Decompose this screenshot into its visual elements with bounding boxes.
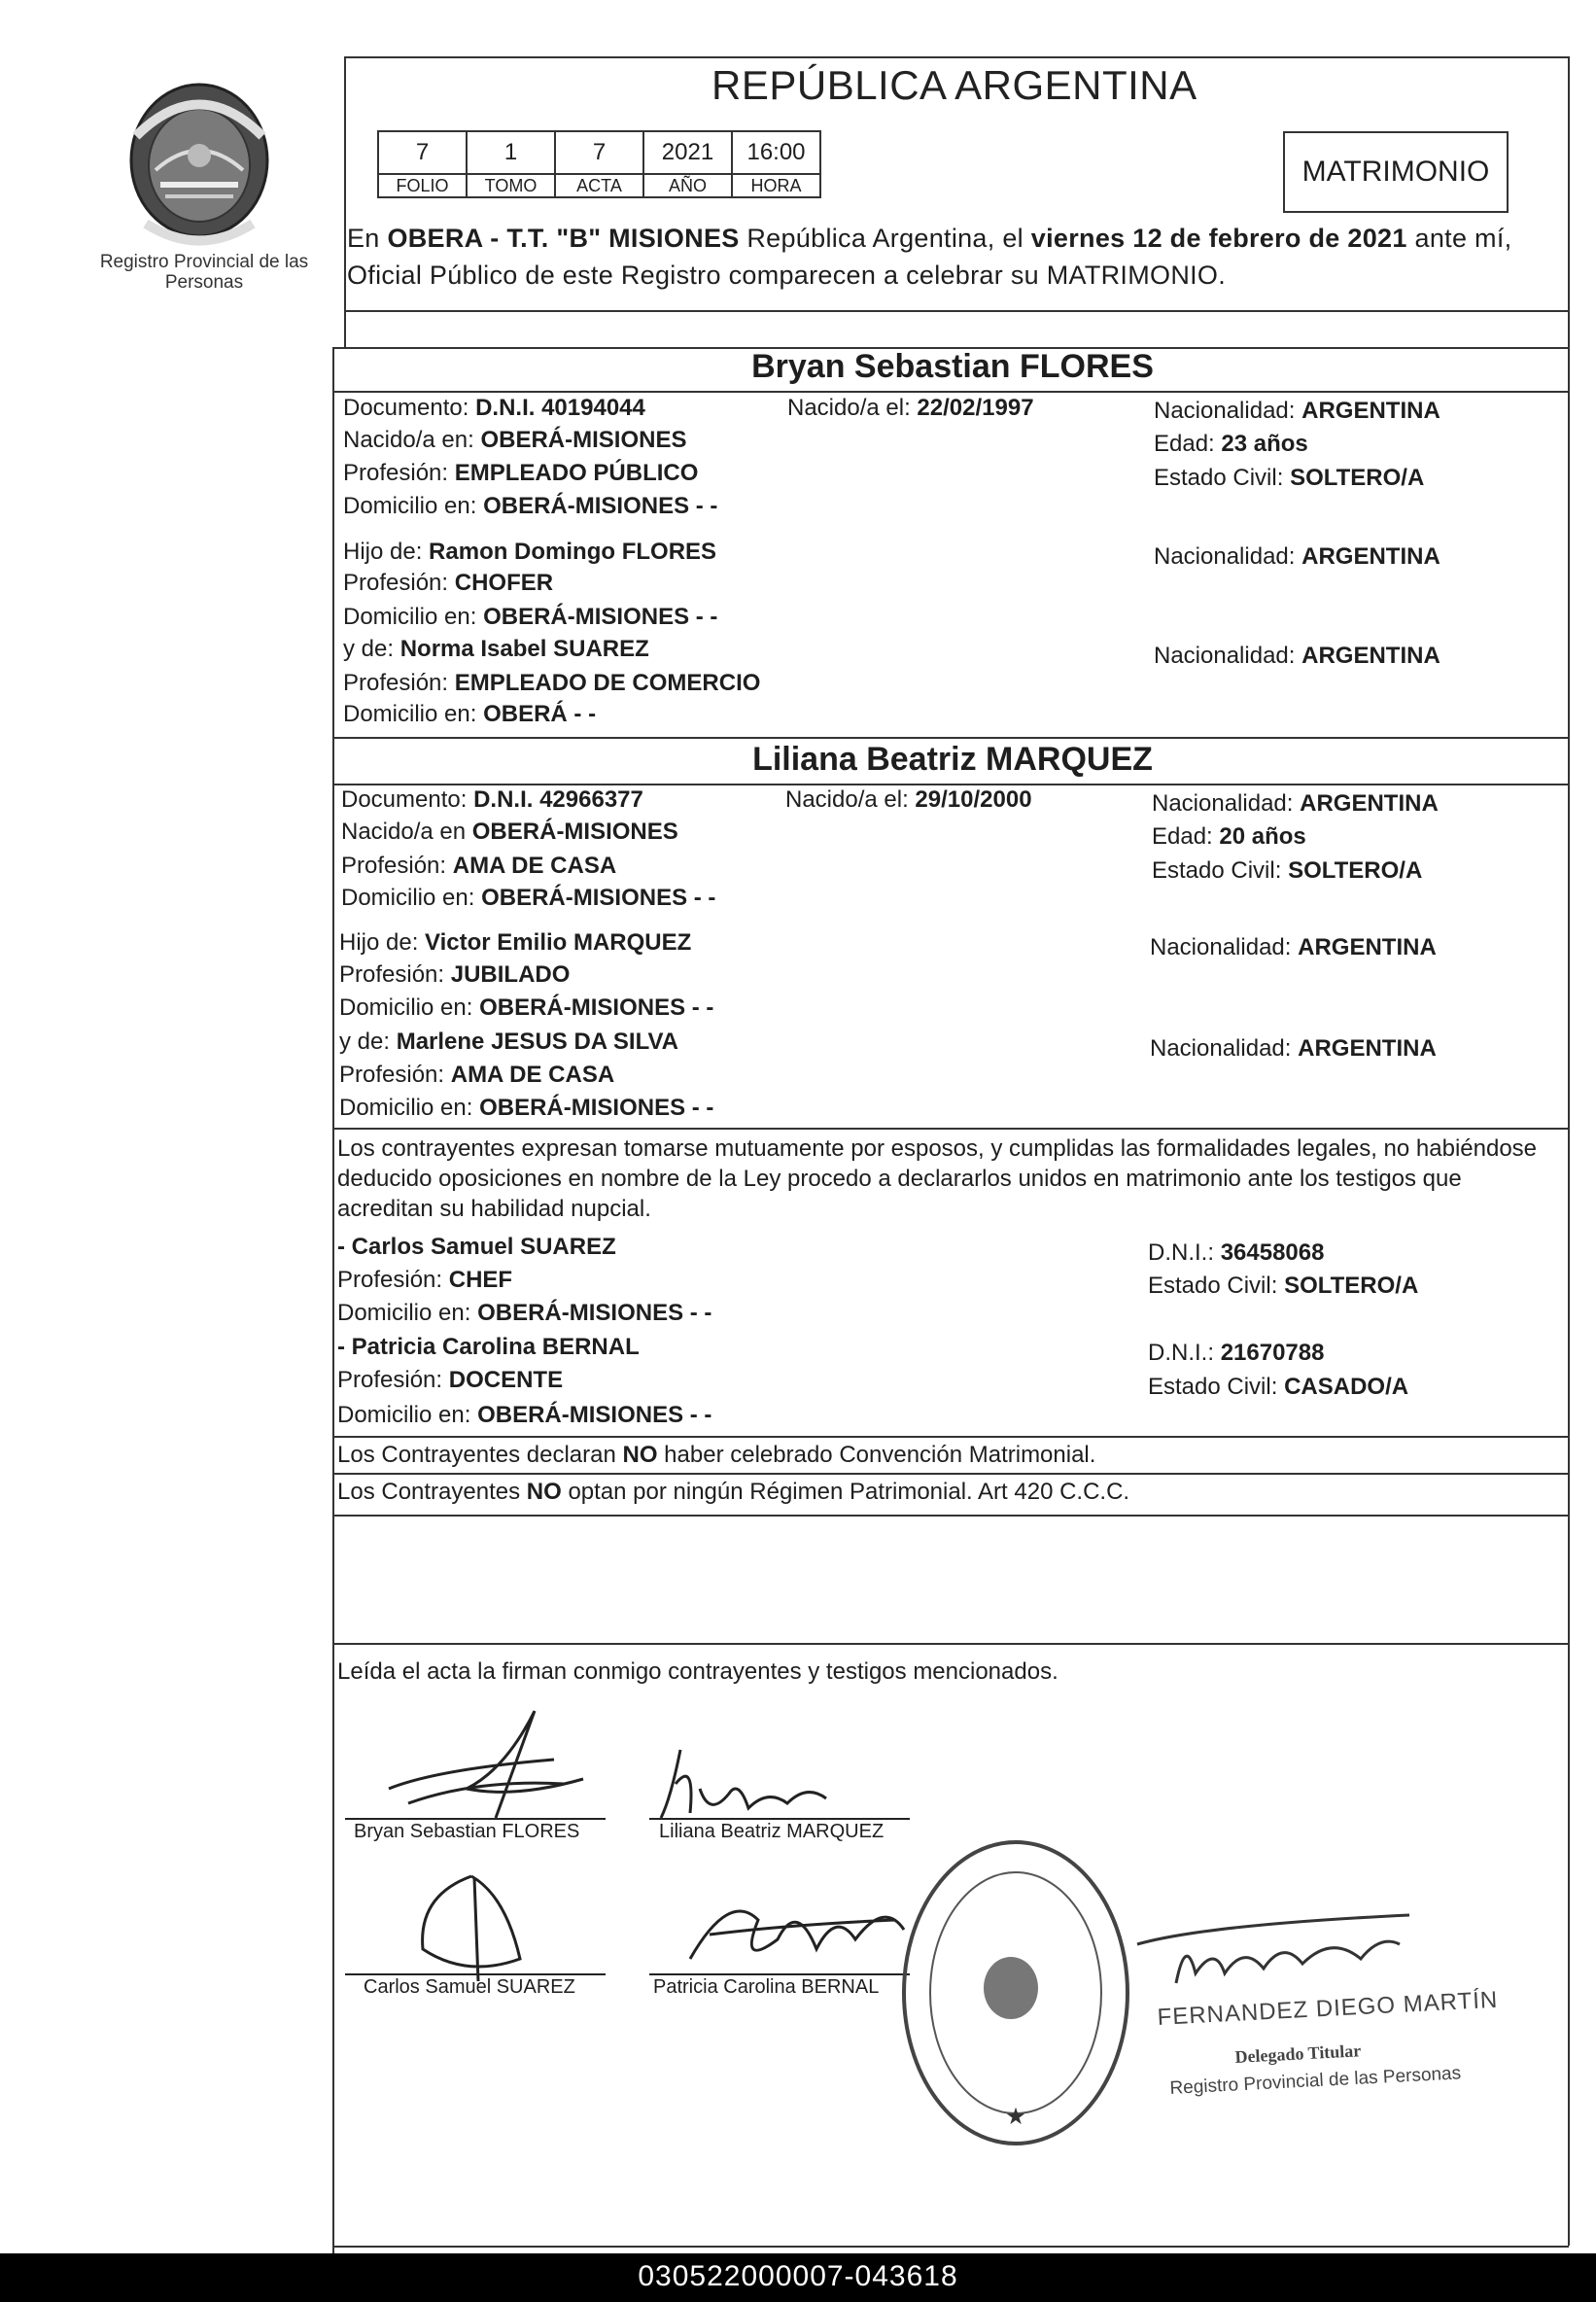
intro-part: República Argentina, el xyxy=(739,224,1031,253)
signature-4-mark xyxy=(671,1881,923,1978)
tomo-label: TOMO xyxy=(467,174,555,197)
field-label: Domicilio en: xyxy=(339,1095,473,1121)
field-label: Nacido/a el: xyxy=(787,395,911,421)
spouse1-documento xyxy=(343,394,645,423)
text-part: Los Contrayentes xyxy=(337,1479,527,1505)
signature-2-mark xyxy=(651,1740,855,1828)
field-value: CHOFER xyxy=(454,570,554,596)
divider xyxy=(332,1515,1569,1517)
field-label: Estado Civil: xyxy=(1148,1374,1278,1400)
field-value: OBERÁ-MISIONES - - xyxy=(479,994,714,1021)
text-part: Los Contrayentes declaran xyxy=(337,1442,623,1468)
field-value: 22/02/1997 xyxy=(917,395,1034,421)
field-value: 23 años xyxy=(1221,431,1308,457)
spouse2-father xyxy=(339,928,691,958)
witness2-address xyxy=(337,1401,711,1430)
convencion-line-1 xyxy=(337,1441,1095,1470)
field-label: Profesión: xyxy=(343,570,449,596)
field-value: Norma Isabel SUAREZ xyxy=(399,636,649,662)
intro-text xyxy=(347,220,1570,294)
field-value: CASADO/A xyxy=(1284,1374,1409,1400)
signature-line-4 xyxy=(649,1973,910,1975)
text-part: haber celebrado Convención Matrimonial. xyxy=(657,1442,1096,1468)
field-value: JUBILADO xyxy=(450,961,571,988)
field-label: Nacido/a en: xyxy=(343,427,474,453)
field-label: Domicilio en: xyxy=(343,604,477,630)
field-value: OBERÁ-MISIONES - - xyxy=(483,493,718,519)
field-label: y de: xyxy=(339,1029,391,1055)
witness2-civil-status xyxy=(1148,1373,1408,1402)
field-value: ARGENTINA xyxy=(1301,398,1440,424)
field-value: SOLTERO/A xyxy=(1288,857,1423,884)
field-label: Documento: xyxy=(343,395,469,421)
field-label: Nacionalidad: xyxy=(1152,790,1294,817)
field-label: Nacido/a el: xyxy=(785,786,909,813)
field-label: Nacionalidad: xyxy=(1150,934,1292,960)
field-value: EMPLEADO DE COMERCIO xyxy=(454,670,761,696)
official-signature-mark xyxy=(1118,1905,1429,1993)
field-label: Domicilio en: xyxy=(337,1402,471,1428)
field-value: ARGENTINA xyxy=(1301,543,1440,570)
field-value: D.N.I. 40194044 xyxy=(475,395,645,421)
field-label: y de: xyxy=(343,636,395,662)
field-label: Domicilio en: xyxy=(341,885,475,911)
field-label: Hijo de: xyxy=(343,539,423,565)
signature-4-label: Patricia Carolina BERNAL xyxy=(653,1976,880,1998)
field-value: 36458068 xyxy=(1220,1239,1325,1266)
spouse2-birthplace xyxy=(341,818,678,847)
spouse1-father-profession xyxy=(343,569,553,598)
field-label: Edad: xyxy=(1154,431,1215,457)
field-value: DOCENTE xyxy=(448,1367,564,1393)
field-label: Nacionalidad: xyxy=(1150,1035,1292,1062)
spouse1-mother-profession xyxy=(343,669,760,698)
spouse2-address xyxy=(341,884,715,913)
spouse1-birthdate xyxy=(787,394,1034,423)
witness2-name: - Patricia Carolina BERNAL xyxy=(337,1334,640,1360)
spouse2-father-nationality xyxy=(1150,933,1437,962)
spouse1-nationality xyxy=(1154,397,1440,426)
convencion-line-2 xyxy=(337,1478,1129,1507)
field-label: Nacionalidad: xyxy=(1154,543,1296,570)
field-label: Estado Civil: xyxy=(1152,857,1282,884)
field-value: OBERÁ - - xyxy=(483,701,597,727)
signature-2-label: Liliana Beatriz MARQUEZ xyxy=(659,1821,885,1842)
field-label: Profesión: xyxy=(337,1367,443,1393)
official-org: Registro Provincial de las Personas xyxy=(1169,2063,1462,2099)
witness1-name: - Carlos Samuel SUAREZ xyxy=(337,1234,616,1260)
spouse1-mother-address xyxy=(343,700,596,729)
registry-delegation-seal-stamp xyxy=(894,1832,1137,2153)
svg-text:★: ★ xyxy=(1005,2103,1026,2130)
field-value: AMA DE CASA xyxy=(450,1062,615,1088)
field-label: Domicilio en: xyxy=(339,994,473,1021)
spouse2-nationality xyxy=(1152,789,1439,819)
spouse1-profession xyxy=(343,459,698,488)
field-value: D.N.I. 42966377 xyxy=(473,786,643,813)
frame-top-border xyxy=(344,56,1569,58)
divider xyxy=(332,1473,1569,1475)
field-label: Documento: xyxy=(341,786,468,813)
field-value: ARGENTINA xyxy=(1298,1035,1437,1062)
field-label: Domicilio en: xyxy=(343,493,477,519)
field-value: OBERÁ-MISIONES - - xyxy=(481,885,716,911)
frame-left-border xyxy=(344,56,346,348)
text-emphasis: NO xyxy=(526,1479,562,1505)
spouse2-father-address xyxy=(339,994,713,1023)
field-value: EMPLEADO PÚBLICO xyxy=(454,460,699,486)
acta-value: 7 xyxy=(555,131,643,174)
signature-line-2 xyxy=(649,1818,910,1820)
divider xyxy=(332,1436,1569,1438)
document-code: 030522000007-043618 xyxy=(638,2260,958,2292)
text-part: optan por ningún Régimen Patrimonial. Art 420 C.C.C. xyxy=(561,1479,1130,1505)
signature-3-mark xyxy=(399,1866,535,1983)
field-value: OBERÁ-MISIONES - - xyxy=(483,604,718,630)
divider xyxy=(332,1643,1569,1645)
closing-text: Leída el acta la firman conmigo contrayentes y testigos mencionados. xyxy=(337,1658,1058,1685)
spouse2-civil-status xyxy=(1152,856,1422,886)
spouse2-mother xyxy=(339,1028,678,1057)
spouse1-mother-nationality xyxy=(1154,642,1440,671)
field-label: Profesión: xyxy=(343,670,449,696)
field-label: D.N.I.: xyxy=(1148,1239,1215,1266)
field-label: Profesión: xyxy=(339,961,445,988)
tomo-value: 1 xyxy=(467,131,555,174)
official-role: Delegado Titular xyxy=(1234,2040,1362,2067)
intro-part: En xyxy=(347,224,388,253)
spouse2-name-heading: Liliana Beatriz MARQUEZ xyxy=(752,741,1153,778)
spouse2-mother-address xyxy=(339,1094,713,1123)
field-value: ARGENTINA xyxy=(1300,790,1439,817)
spouse1-father xyxy=(343,538,716,567)
provincial-seal xyxy=(117,78,282,248)
spouse2-age xyxy=(1152,822,1306,852)
field-label: Estado Civil: xyxy=(1154,465,1284,491)
folio-label: FOLIO xyxy=(378,174,467,197)
spouse2-profession xyxy=(341,852,616,881)
signature-line-1 xyxy=(345,1818,606,1820)
registry-delegation-seal xyxy=(894,1832,1137,2153)
field-value: OBERÁ-MISIONES xyxy=(480,427,687,453)
field-label: Nacionalidad: xyxy=(1154,398,1296,424)
frame-left-border-lower xyxy=(332,348,334,2253)
divider xyxy=(332,1128,1569,1130)
field-value: 20 años xyxy=(1219,823,1306,850)
field-label: Edad: xyxy=(1152,823,1213,850)
divider xyxy=(332,737,1569,739)
field-label: Nacido/a en xyxy=(341,819,467,845)
field-label: Profesión: xyxy=(339,1062,445,1088)
field-value: AMA DE CASA xyxy=(452,853,617,879)
field-value: ARGENTINA xyxy=(1298,934,1437,960)
divider xyxy=(332,391,1569,393)
field-value: OBERÁ-MISIONES xyxy=(471,819,678,845)
declaration-text: Los contrayentes expresan tomarse mutuamente por esposos, y cumplidas las formalidades legales, no habiéndose deducido oposiciones en nombre de la Ley procedo a declararlos unidos en matrimonio ante los testigos que acreditan su habilidad nupcial. xyxy=(337,1135,1538,1222)
field-value: 29/10/2000 xyxy=(915,786,1032,813)
spouse2-father-profession xyxy=(339,960,570,990)
spouse1-mother xyxy=(343,635,649,664)
witness2-profession xyxy=(337,1366,563,1395)
anio-label: AÑO xyxy=(643,174,732,197)
field-value: OBERÁ-MISIONES - - xyxy=(479,1095,714,1121)
field-value: OBERÁ-MISIONES - - xyxy=(477,1300,712,1326)
field-label: Domicilio en: xyxy=(337,1300,471,1326)
frame-right-border xyxy=(1568,56,1570,2246)
spouse2-mother-profession xyxy=(339,1061,614,1090)
field-value: ARGENTINA xyxy=(1301,643,1440,669)
signature-3-label: Carlos Samuel SUAREZ xyxy=(364,1976,575,1998)
signature-line-3 xyxy=(345,1973,606,1975)
field-value: OBERÁ-MISIONES - - xyxy=(477,1402,712,1428)
signature-1-mark xyxy=(360,1692,612,1828)
field-label: Estado Civil: xyxy=(1148,1273,1278,1299)
spouse1-address xyxy=(343,492,717,521)
text-emphasis: NO xyxy=(622,1442,658,1468)
field-label: Profesión: xyxy=(343,460,449,486)
spouse1-civil-status xyxy=(1154,464,1424,493)
page-title: REPÚBLICA ARGENTINA xyxy=(711,62,1197,108)
acta-label: ACTA xyxy=(555,174,643,197)
spouse1-father-nationality xyxy=(1154,542,1440,572)
official-name: FERNANDEZ DIEGO MARTÍN xyxy=(1157,1986,1499,2031)
spouse1-name-heading: Bryan Sebastian FLORES xyxy=(751,348,1154,385)
spouse1-birthplace xyxy=(343,426,686,455)
spouse2-mother-nationality xyxy=(1150,1034,1437,1064)
field-value: Marlene JESUS DA SILVA xyxy=(396,1029,678,1055)
field-label: Profesión: xyxy=(341,853,447,879)
intro-place: OBERA - T.T. "B" MISIONES xyxy=(387,224,740,253)
witness1-dni xyxy=(1148,1238,1324,1268)
intro-date: viernes 12 de febrero de 2021 xyxy=(1030,224,1407,253)
spouse2-birthdate xyxy=(785,785,1032,815)
frame-bottom-border xyxy=(332,2246,1569,2248)
record-type-box: MATRIMONIO xyxy=(1283,131,1509,213)
hora-label: HORA xyxy=(732,174,820,197)
witness1-address xyxy=(337,1299,711,1328)
spouse1-age xyxy=(1154,430,1308,459)
witness2-dni xyxy=(1148,1339,1324,1368)
field-label: Nacionalidad: xyxy=(1154,643,1296,669)
anio-value: 2021 xyxy=(643,131,732,174)
field-value: 21670788 xyxy=(1220,1340,1325,1366)
provincial-seal-emblem xyxy=(117,78,282,248)
witness1-profession xyxy=(337,1266,512,1295)
field-value: SOLTERO/A xyxy=(1284,1273,1419,1299)
spouse2-documento xyxy=(341,785,643,815)
field-value: CHEF xyxy=(448,1267,513,1293)
field-label: Profesión: xyxy=(337,1267,443,1293)
intro-part: ante mí, Oficial Público de este Registro comparecen a celebrar su MATRIMONIO. xyxy=(347,224,1512,290)
folio-value: 7 xyxy=(378,131,467,174)
registry-label: Registro Provincial de las Personas xyxy=(99,252,309,293)
field-label: Hijo de: xyxy=(339,929,419,956)
hora-value: 16:00 xyxy=(732,131,820,174)
witness1-civil-status xyxy=(1148,1272,1418,1301)
field-value: Ramon Domingo FLORES xyxy=(429,539,717,565)
field-value: Victor Emilio MARQUEZ xyxy=(425,929,692,956)
divider xyxy=(344,310,1569,312)
field-label: Domicilio en: xyxy=(343,701,477,727)
signature-1-label: Bryan Sebastian FLORES xyxy=(354,1821,580,1842)
field-value: SOLTERO/A xyxy=(1290,465,1425,491)
field-label: D.N.I.: xyxy=(1148,1340,1215,1366)
record-reference-table xyxy=(377,130,821,198)
spouse1-father-address xyxy=(343,603,717,632)
